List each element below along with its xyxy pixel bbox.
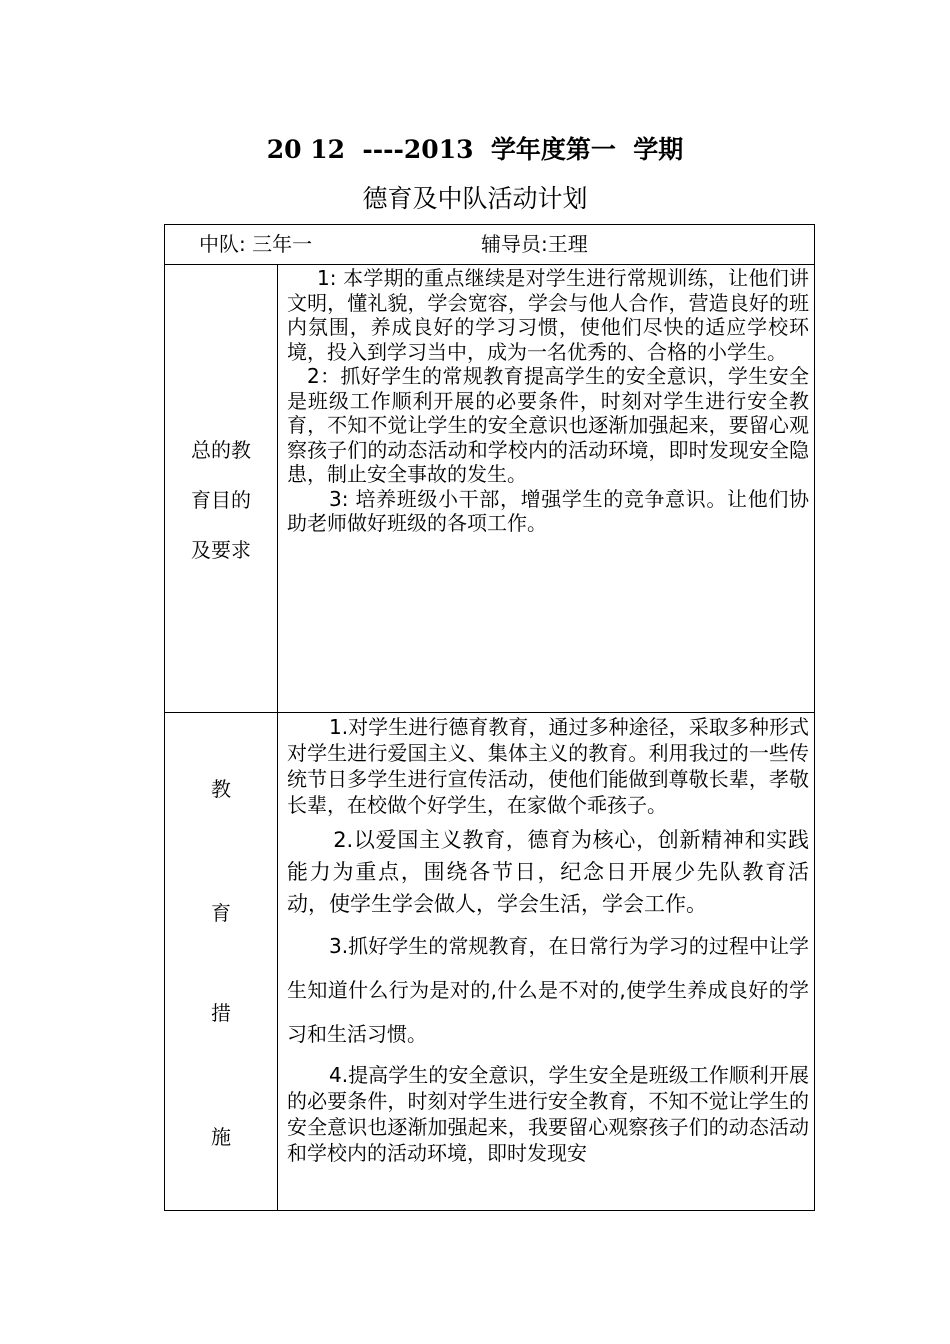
measure-paragraph: 4.提高学生的安全意识，学生安全是班级工作顺利开展的必要条件，时刻对学生进行安全教育，不知不觉让学生的安全意识也逐渐加强起来，我要留心观察孩子们的动态活动和学校内的活动环境，即时发现安 xyxy=(287,1063,809,1165)
table-column-divider xyxy=(277,264,278,1211)
measure-paragraph: 1.对学生进行德育教育，通过多种途径，采取多种形式对学生进行爱国主义、集体主义的教育。利用我过的一些传统节日多学生进行宣传活动，使他们能做到尊敬长辈，孝敬长辈，在校做个好学生，在家做个乖孩子。 xyxy=(287,715,809,817)
measures-label xyxy=(165,712,277,1210)
goal-paragraph: 1: 本学期的重点继续是对学生进行常规训练，让他们讲文明，懂礼貌，学会宽容，学会与他人合作，营造良好的班内氛围，养成良好的学习习惯，使他们尽快的适应学校环境，投入到学习当中，成为一名优秀的、合格的小学生。 xyxy=(287,266,809,364)
measures-label-char: 教 xyxy=(211,777,231,801)
table-header-row xyxy=(165,225,815,264)
measures-label-char: 措 xyxy=(211,1001,231,1025)
table-divider-header xyxy=(164,264,815,265)
goal-paragraph: 3: 培养班级小干部，增强学生的竞争意识。让他们协助老师做好班级的各项工作。 xyxy=(287,486,809,535)
measures-content xyxy=(287,714,809,1166)
document-title-plan: 德育及中队活动计划 xyxy=(362,184,588,213)
goals-label-line: 总的教 xyxy=(191,438,251,462)
table-border-bottom xyxy=(164,1210,815,1211)
measure-paragraph: 3.抓好学生的常规教育，在日常行为学习的过程中让学生知道什么行为是对的,什么是不对的,使学生养成良好的学习和生活习惯。 xyxy=(287,934,809,1046)
counselor-label: 辅导员:王理 xyxy=(481,232,588,256)
document-title-year: 20 12 ----2013 学年度第一 学期 xyxy=(266,135,684,164)
measure-paragraph: 2.以爱国主义教育，德育为核心，创新精神和实践能力为重点，围绕各节日，纪念日开展少先队教育活动，使学生学会做人，学会生活，学会工作。 xyxy=(287,828,809,916)
table-border-right xyxy=(814,224,815,1211)
goals-content xyxy=(287,266,809,536)
goals-label-line: 育目的 xyxy=(191,488,251,512)
goals-label xyxy=(165,425,277,575)
goal-paragraph: 2：抓好学生的常规教育提高学生的安全意识，学生安全是班级工作顺利开展的必要条件，时刻对学生进行安全教育，不知不觉让学生的安全意识也逐渐加强起来，要留心观察孩子们的动态活动和学校内的活动环境，即时发现安全隐患，制止安全事故的发生。 xyxy=(287,364,809,486)
goals-label-line: 及要求 xyxy=(191,538,251,562)
squad-label: 中队: 三年一 xyxy=(199,232,313,256)
measures-label-char: 施 xyxy=(211,1125,231,1149)
measures-label-char: 育 xyxy=(211,901,231,925)
